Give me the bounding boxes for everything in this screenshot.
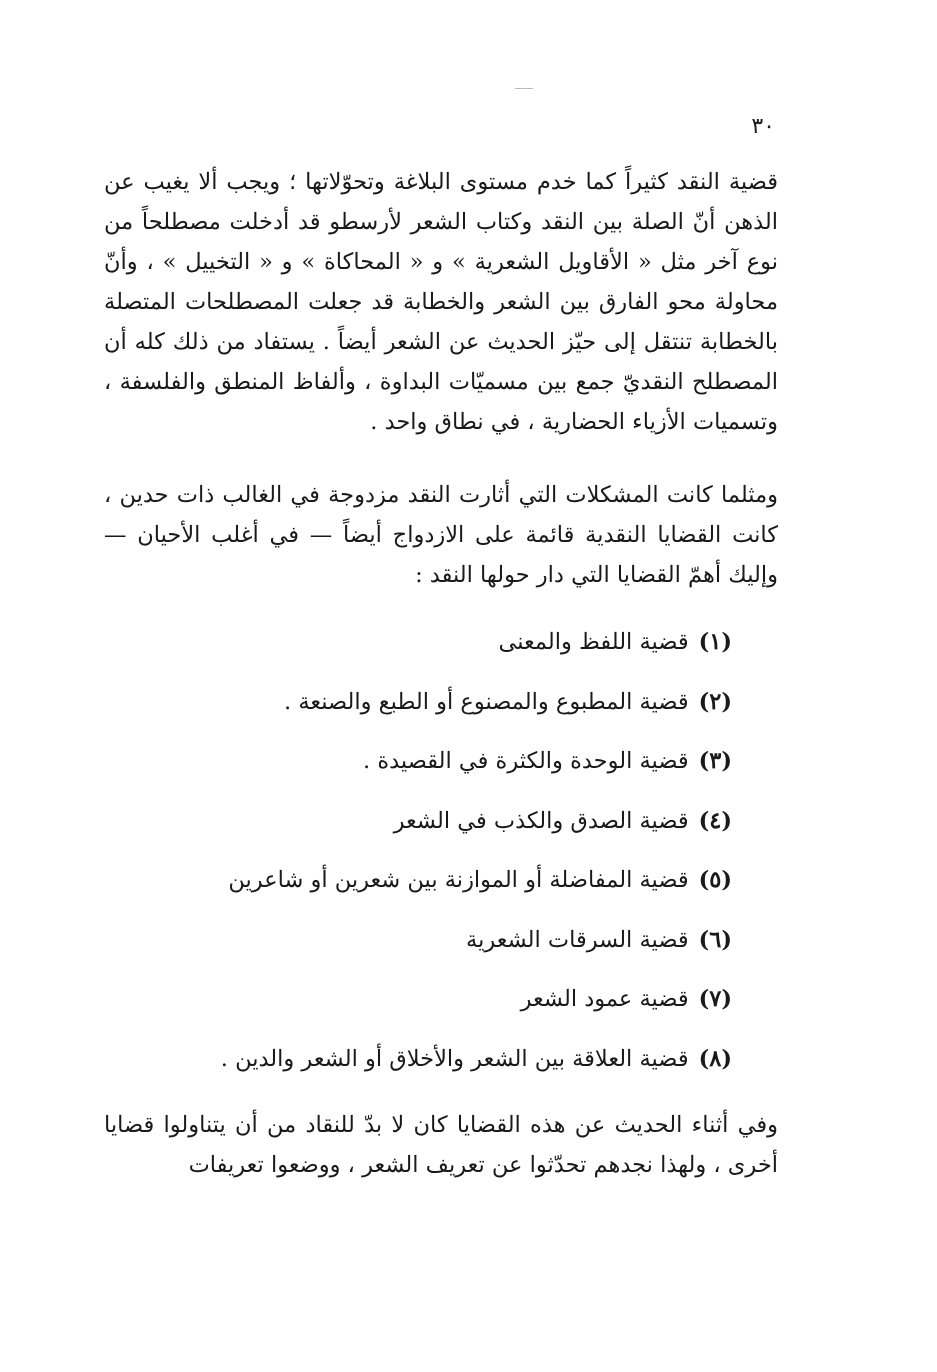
critical-issues-list xyxy=(172,622,732,1098)
list-item xyxy=(172,860,732,920)
paragraph-issues-intro: ومثلما كانت المشكلات التي أثارت النقد مزدوجة في الغالب ذات حدين ، كانت القضايا النقدية قائمة على الازدواج أيضاً — في أغلب الأحيان — وإليك أهمّ القضايا التي دار حولها النقد : xyxy=(104,482,778,588)
item-number: (٢) xyxy=(698,688,732,715)
list-item xyxy=(172,1039,732,1099)
item-number: (٧) xyxy=(698,986,732,1012)
item-text: قضية المطبوع والمصنوع أو الطبع والصنعة . xyxy=(284,688,689,715)
item-text: قضية السرقات الشعرية xyxy=(466,926,689,953)
item-text: قضية اللفظ والمعنى xyxy=(498,629,689,655)
list-item xyxy=(172,741,732,801)
item-number: (٥) xyxy=(698,867,732,893)
item-text: قضية الصدق والكذب في الشعر xyxy=(393,807,689,834)
item-text: قضية الوحدة والكثرة في القصيدة . xyxy=(363,748,689,774)
item-number: (٣) xyxy=(698,748,732,774)
item-text: قضية العلاقة بين الشعر والأخلاق أو الشعر والدين . xyxy=(220,1045,689,1072)
item-number: (٦) xyxy=(698,926,732,953)
list-item xyxy=(172,682,732,742)
page-number: ٣٠ xyxy=(751,114,775,139)
list-item xyxy=(172,920,732,980)
list-item xyxy=(172,979,732,1039)
item-text: قضية المفاضلة أو الموازنة بين شعرين أو شاعرين xyxy=(228,867,689,893)
item-text: قضية عمود الشعر xyxy=(520,986,689,1012)
list-item xyxy=(172,801,732,861)
item-number: (١) xyxy=(698,629,732,655)
scan-mark xyxy=(515,88,533,89)
paragraph-other-issues: وفي أثناء الحديث عن هذه القضايا كان لا بدّ للنقاد من أن يتناولوا قضايا أخرى ، ولهذا نجدهم تحدّثوا عن تعريف الشعر ، ووضعوا تعريفات xyxy=(104,1112,778,1178)
item-number: (٤) xyxy=(698,807,732,834)
item-number: (٨) xyxy=(698,1045,732,1072)
paragraph-terminology: قضية النقد كثيراً كما خدم مستوى البلاغة وتحوّلاتها ؛ ويجب ألا يغيب عن الذهن أنّ الصلة بين النقد وكتاب الشعر لأرسطو قد أدخلت مصطلحاً من نوع آخر مثل « الأقاويل الشعرية » و « المحاكاة » و « التخييل » ، وأنّ محاولة محو الفارق بين الشعر والخطابة قد جعلت المصطلحات المتصلة بالخطابة تنتقل إلى حيّز الحديث عن الشعر أيضاً . يستفاد من ذلك كله أن المصطلح النقديّ جمع بين مسميّات البداوة ، وألفاظ المنطق والفلسفة ، وتسميات الأزياء الحضارية ، في نطاق واحد . xyxy=(104,169,778,435)
list-item xyxy=(172,622,732,682)
